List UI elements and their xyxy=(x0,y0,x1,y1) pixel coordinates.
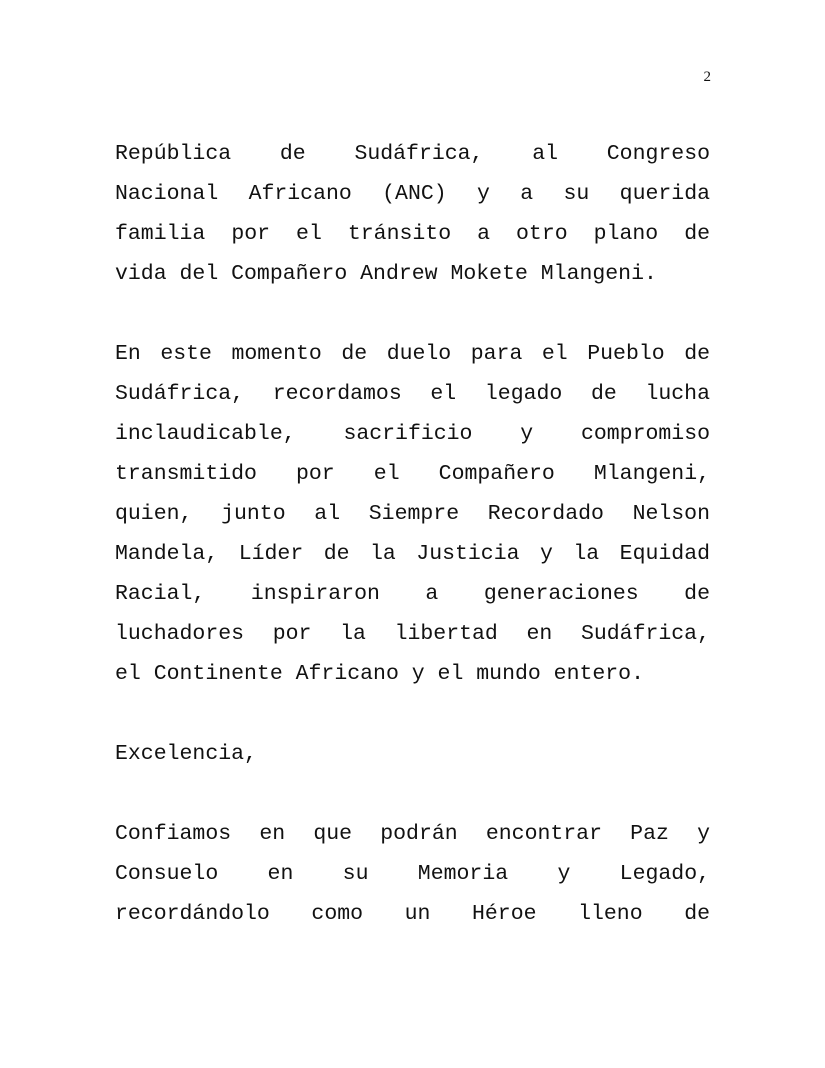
text-line: familia por el tránsito a otro plano de xyxy=(115,222,710,246)
text-line: Nacional Africano (ANC) y a su querida xyxy=(115,182,710,206)
text-line: quien, junto al Siempre Recordado Nelson xyxy=(115,502,710,526)
page-number: 2 xyxy=(703,69,711,85)
text-line: Excelencia, xyxy=(115,742,257,766)
text-line: Confiamos en que podrán encontrar Paz y xyxy=(115,822,710,846)
text-line: el Continente Africano y el mundo entero. xyxy=(115,662,644,686)
text-line: recordándolo como un Héroe lleno de xyxy=(115,902,710,926)
paragraph xyxy=(115,814,710,934)
letter-body xyxy=(115,134,710,934)
text-line: vida del Compañero Andrew Mokete Mlangeni. xyxy=(115,262,657,286)
paragraph xyxy=(115,134,710,294)
text-line: Racial, inspiraron a generaciones de xyxy=(115,582,710,606)
paragraph-gap xyxy=(115,694,710,734)
paragraph-gap xyxy=(115,774,710,814)
text-line: luchadores por la libertad en Sudáfrica, xyxy=(115,622,710,646)
text-line: inclaudicable, sacrificio y compromiso xyxy=(115,422,710,446)
paragraph xyxy=(115,734,710,774)
text-line: República de Sudáfrica, al Congreso xyxy=(115,142,710,166)
text-line: En este momento de duelo para el Pueblo de xyxy=(115,342,710,366)
text-line: Sudáfrica, recordamos el legado de lucha xyxy=(115,382,710,406)
text-line: Consuelo en su Memoria y Legado, xyxy=(115,862,710,886)
text-line: Mandela, Líder de la Justicia y la Equidad xyxy=(115,542,710,566)
paragraph-gap xyxy=(115,294,710,334)
text-line: transmitido por el Compañero Mlangeni, xyxy=(115,462,710,486)
paragraph xyxy=(115,334,710,694)
